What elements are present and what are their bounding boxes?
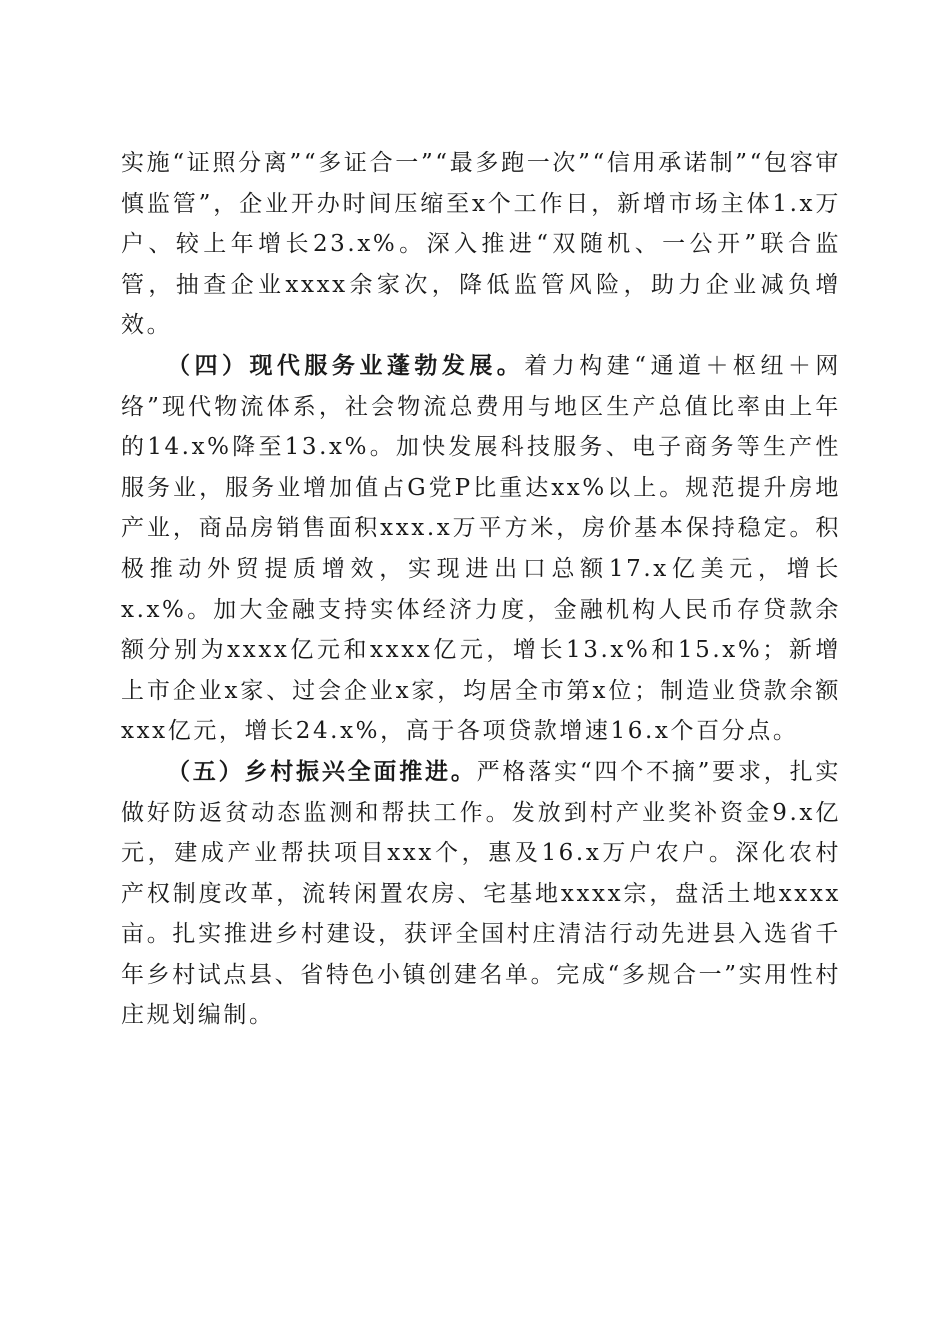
paragraph-rural-revitalization	[121, 752, 841, 1036]
section-heading-four: （四）现代服务业蓬勃发展。	[167, 351, 525, 379]
document-body	[121, 143, 841, 1036]
paragraph-continuation	[121, 143, 841, 346]
paragraph-text: 着力构建“通道＋枢纽＋网络”现代物流体系，社会物流总费用与地区生产总值比率由上年的14.x%降至13.x%。加快发展科技服务、电子商务等生产性服务业，服务业增加值占G党P比重达xx%以上。规范提升房地产业，商品房销售面积xxx.x万平方米，房价基本保持稳定。积极推动外贸提质增效，实现进出口总额17.x亿美元，增长x.x%。加大金融支持实体经济力度，金融机构人民币存贷款余额分别为xxxx亿元和xxxx亿元，增长13.x%和15.x%；新增上市企业x家、过会企业x家，均居全市第x位；制造业贷款余额xxx亿元，增长24.x%，高于各项贷款增速16.x个百分点。	[121, 352, 841, 745]
section-heading-five: （五）乡村振兴全面推进。	[167, 757, 477, 785]
paragraph-text: 实施“证照分离”“多证合一”“最多跑一次”“信用承诺制”“包容审慎监管”，企业开办时间压缩至x个工作日，新增市场主体1.x万户、较上年增长23.x%。深入推进“双随机、一公开”联合监管，抽查企业xxxx余家次，降低监管风险，助力企业减负增效。	[121, 150, 841, 339]
paragraph-text: 严格落实“四个不摘”要求，扎实做好防返贫动态监测和帮扶工作。发放到村产业奖补资金9.x亿元，建成产业帮扶项目xxx个，惠及16.x万户农户。深化农村产权制度改革，流转闲置农房、宅基地xxxx宗，盘活土地xxxx亩。扎实推进乡村建设，获评全国村庄清洁行动先进县入选省千年乡村试点县、省特色小镇创建名单。完成“多规合一”实用性村庄规划编制。	[121, 758, 841, 1029]
paragraph-modern-services	[121, 346, 841, 752]
